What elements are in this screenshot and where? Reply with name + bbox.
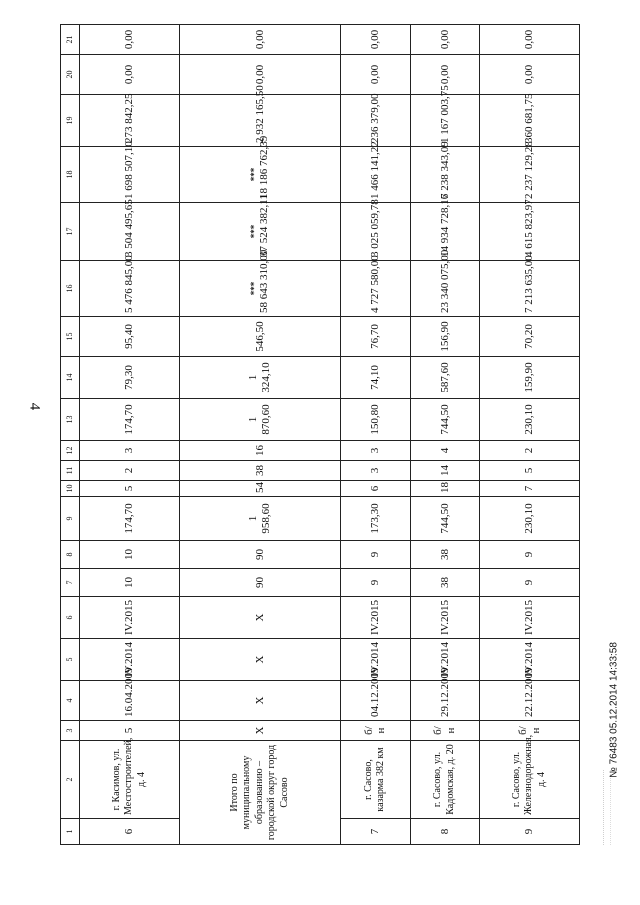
table-row — [480, 25, 580, 845]
cell-number: 9 — [480, 819, 580, 845]
cell-address: г. Сасово, ул. Кадомская, д. 20 — [410, 741, 480, 819]
footnote-marker: *** — [248, 281, 259, 296]
cell: 3 025 059,78 — [340, 203, 410, 261]
cell: X — [179, 681, 340, 721]
cell: 38 — [179, 461, 340, 481]
cell: 0,00 — [410, 25, 480, 55]
cell: X — [179, 721, 340, 741]
cell: IV.2014 — [340, 639, 410, 681]
cell: 230,10 — [480, 497, 580, 541]
table-row — [410, 25, 480, 845]
cell: 95,40 — [80, 317, 180, 357]
col-num: 5 — [61, 639, 80, 681]
cell: 1 958,60 — [179, 497, 340, 541]
page-number: 4 — [26, 402, 43, 411]
cell: 2 — [80, 461, 180, 481]
cell: 22.12.2009 — [480, 681, 580, 721]
cell: 9 — [340, 541, 410, 569]
cell: 0,00 — [179, 55, 340, 95]
cell: 70,20 — [480, 317, 580, 357]
housing-table — [60, 24, 580, 845]
cell: IV.2015 — [80, 597, 180, 639]
cell-number: 6 — [80, 819, 180, 845]
cell: 3 — [340, 441, 410, 461]
cell: 1 870,60 — [179, 399, 340, 441]
table-row-total — [179, 25, 340, 845]
cell: 5 — [80, 721, 180, 741]
cell-value: 37 524 382,11 — [257, 194, 270, 257]
cell: 744,50 — [410, 497, 480, 541]
col-num: 14 — [61, 357, 80, 399]
cell-number: 8 — [410, 819, 480, 845]
col-num: 7 — [61, 569, 80, 597]
cell: 79,30 — [80, 357, 180, 399]
cell: б/н — [480, 721, 580, 741]
cell: 0,00 — [480, 25, 580, 55]
cell: 1 466 141,22 — [340, 147, 410, 203]
cell: 744,50 — [410, 399, 480, 441]
cell-address: г. Касимов, ул. Месгостроителей, д. 4 — [80, 741, 180, 819]
cell: IV.2015 — [480, 597, 580, 639]
cell: 3 504 495,65 — [80, 203, 180, 261]
col-num: 2 — [61, 741, 80, 819]
col-num: 17 — [61, 203, 80, 261]
cell: IV.2014 — [480, 639, 580, 681]
cell: 3 — [340, 461, 410, 481]
cell-address: г. Сасово, ул. Железнодорожная, д. 4 — [480, 741, 580, 819]
cell: 360 681,75 — [480, 95, 580, 147]
col-num: 16 — [61, 261, 80, 317]
cell: 38 — [410, 569, 480, 597]
cell: 0,00 — [179, 25, 340, 55]
col-num: 1 — [61, 819, 80, 845]
cell: 236 379,00 — [340, 95, 410, 147]
cell: 5 — [480, 461, 580, 481]
cell: X — [179, 597, 340, 639]
cell: 74,10 — [340, 357, 410, 399]
cell: 5 476 845,00 — [80, 261, 180, 317]
cell: X — [179, 639, 340, 681]
cell: 9 — [480, 541, 580, 569]
cell-total-label: Итого по муниципальному образованию – городской округ город Сасово — [179, 741, 340, 845]
cell: 0,00 — [340, 25, 410, 55]
col-num: 21 — [61, 25, 80, 55]
cell: 0,00 — [410, 55, 480, 95]
cell: IV.2015 — [410, 597, 480, 639]
cell: 4 615 823,97 — [480, 203, 580, 261]
stamp-text: № 76483 05.12.2014 14:33:58 — [608, 642, 620, 778]
cell: 546,50 — [179, 317, 340, 357]
cell: 230,10 — [480, 399, 580, 441]
col-num: 9 — [61, 497, 80, 541]
col-num: 12 — [61, 441, 80, 461]
cell: 174,70 — [80, 399, 180, 441]
cell: 90 — [179, 569, 340, 597]
cell: IV.2015 — [340, 597, 410, 639]
cell: 2 932 165,50 — [179, 95, 340, 147]
cell: 4 — [410, 441, 480, 461]
cell-number: 7 — [340, 819, 410, 845]
cell: 0,00 — [80, 25, 180, 55]
cell: 76,70 — [340, 317, 410, 357]
cell: 273 842,25 — [80, 95, 180, 147]
cell: 3 — [80, 441, 180, 461]
cell: IV.2014 — [80, 639, 180, 681]
cell — [179, 135, 340, 203]
col-num: 3 — [61, 721, 80, 741]
cell: 7 213 635,00 — [480, 261, 580, 317]
cell-address: г. Сасово, казарма 382 км — [340, 741, 410, 819]
cell: 14 934 728,16 — [410, 203, 480, 261]
cell: 9 — [340, 569, 410, 597]
col-num: 11 — [61, 461, 80, 481]
cell: 16 — [179, 441, 340, 461]
col-num: 13 — [61, 399, 80, 441]
cell: б/н — [410, 721, 480, 741]
column-number-row — [61, 25, 80, 845]
cell: 04.12.2009 — [340, 681, 410, 721]
col-num: 6 — [61, 597, 80, 639]
cell: 4 727 580,00 — [340, 261, 410, 317]
cell — [179, 194, 340, 261]
col-num: 4 — [61, 681, 80, 721]
cell: 7 238 343,09 — [410, 147, 480, 203]
footnote-marker: *** — [248, 167, 259, 182]
cell: 1 167 003,75 — [410, 95, 480, 147]
cell: 10 — [80, 541, 180, 569]
table-wrapper — [60, 25, 580, 845]
cell: 1 324,10 — [179, 357, 340, 399]
cell: 16.04.2009 — [80, 681, 180, 721]
col-num: 15 — [61, 317, 80, 357]
rotated-table-frame — [60, 25, 580, 845]
cell: 29.12.2009 — [410, 681, 480, 721]
cell: 5 — [80, 481, 180, 497]
col-num: 19 — [61, 95, 80, 147]
cell: 14 — [410, 461, 480, 481]
cell: 38 — [410, 541, 480, 569]
cell: 54 — [179, 481, 340, 497]
cell: 9 — [480, 569, 580, 597]
cell-value: 18 186 762,39 — [257, 135, 270, 199]
cell — [179, 249, 340, 317]
cell: 159,90 — [480, 357, 580, 399]
cell: 0,00 — [480, 55, 580, 95]
registration-stamp — [604, 585, 624, 835]
cell: 156,90 — [410, 317, 480, 357]
cell: 18 — [410, 481, 480, 497]
footnote-marker: *** — [248, 224, 259, 239]
cell: 587,60 — [410, 357, 480, 399]
cell: 90 — [179, 541, 340, 569]
table-row — [80, 25, 180, 845]
table-row — [340, 25, 410, 845]
cell: 173,30 — [340, 497, 410, 541]
cell: 1 698 507,10 — [80, 147, 180, 203]
cell: 23 340 075,00 — [410, 261, 480, 317]
cell: б/н — [340, 721, 410, 741]
cell-value: 58 643 310,00 — [257, 249, 270, 313]
cell: 7 — [480, 481, 580, 497]
cell: 174,70 — [80, 497, 180, 541]
col-num: 18 — [61, 147, 80, 203]
col-num: 10 — [61, 481, 80, 497]
cell: 0,00 — [80, 55, 180, 95]
cell: 10 — [80, 569, 180, 597]
cell: 2 — [480, 441, 580, 461]
cell: IV.2014 — [410, 639, 480, 681]
col-num: 20 — [61, 55, 80, 95]
cell: 2 237 129,28 — [480, 147, 580, 203]
col-num: 8 — [61, 541, 80, 569]
cell: 0,00 — [340, 55, 410, 95]
cell: 6 — [340, 481, 410, 497]
cell: 150,80 — [340, 399, 410, 441]
